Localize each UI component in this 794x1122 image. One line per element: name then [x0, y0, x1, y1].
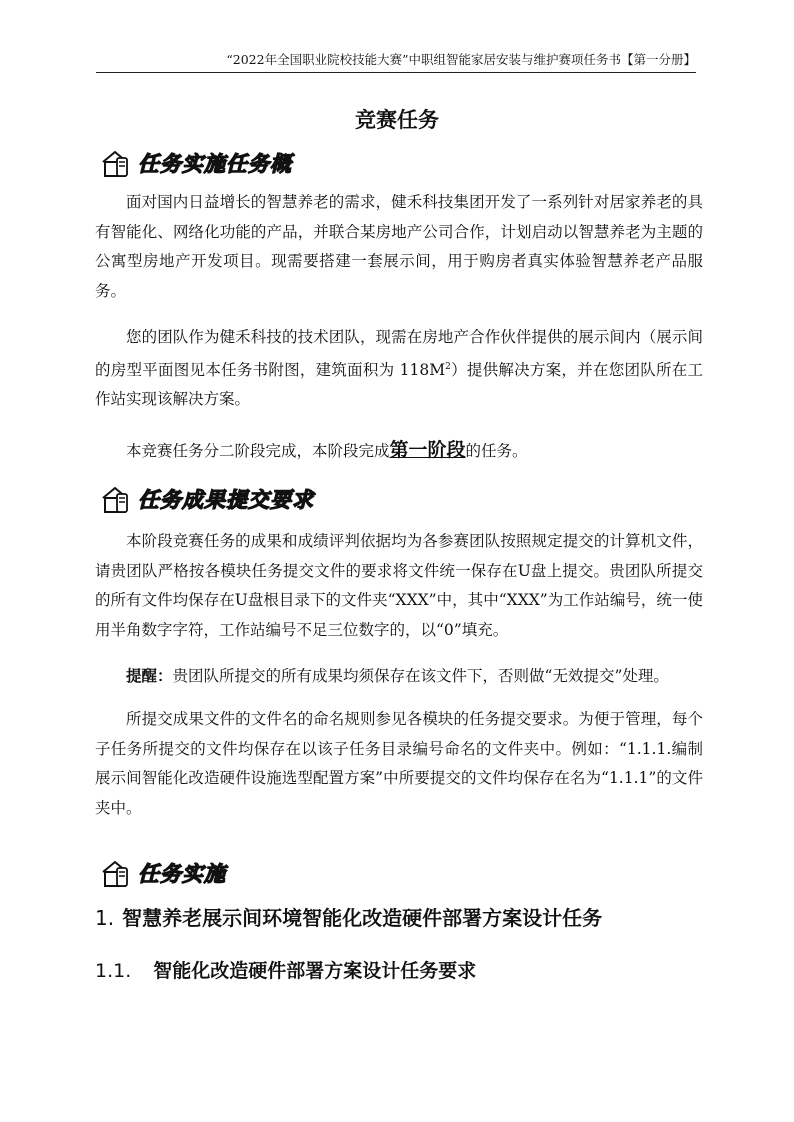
section-label: 任务实施 — [138, 862, 226, 886]
paragraph-submission-rules: 本阶段竞赛任务的成果和成绩评判依据均为各参赛团队按照规定提交的计算机文件，请贵团队严格按各模块任务提交文件的要求将文件统一保存在U盘上提交。贵团队所提交的所有文件均保存在U盘根目录下的文件夹“XXX”中，其中“XXX”为工作站编号，统一使用半角数字字符，工作站编号不足三位数字的，以“0”填充。 — [95, 532, 703, 639]
paragraph-background: 面对国内日益增长的智慧养老的需求，健禾科技集团开发了一系列针对居家养老的具有智能化、网络化功能的产品，并联合某房地产公司合作，计划启动以智慧养老为主题的公寓型房地产开发项目。现需要搭建一套展示间，用于购房者真实体验智慧养老产品服务。 — [95, 193, 703, 300]
heading-level-2: 1.1. 智能化改造硬件部署方案设计任务要求 — [95, 960, 477, 982]
house-icon — [100, 484, 134, 514]
section-label: 任务实施任务概 — [138, 152, 292, 176]
house-icon — [100, 858, 134, 888]
heading-level-1: 1. 智慧养老展示间环境智能化改造硬件部署方案设计任务 — [95, 906, 603, 930]
paragraph-naming-rules: 所提交成果文件的文件名的命名规则参见各模块的任务提交要求。为便于管理，每个子任务所提交的文件均保存在以该子任务目录编号命名的文件夹中。例如：“1.1.1.编制展示间智能化改造硬件设施选型配置方案”中所要提交的文件均保存在名为“1.1.1”的文件夹中。 — [95, 710, 703, 817]
section-label: 任务成果提交要求 — [138, 488, 314, 512]
stage-emphasis: 第一阶段 — [389, 439, 466, 461]
page-title: 竞赛任务 — [355, 107, 439, 132]
page-header: “2022年全国职业院校技能大赛”中职组智能家居安装与维护赛项任务书【第一分册】 — [96, 52, 696, 73]
paragraph-reminder: 提醒：贵团队所提交的所有成果均须保存在该文件下，否则做“无效提交”处理。 — [126, 666, 669, 685]
section-heading-overview — [100, 148, 292, 178]
section-heading-submission — [100, 484, 314, 514]
section-heading-implementation — [100, 858, 226, 888]
paragraph-stage: 本竞赛任务分二阶段完成，本阶段完成第一阶段的任务。 — [126, 439, 528, 461]
paragraph-team-role: 您的团队作为健禾科技的技术团队，现需在房地产合作伙伴提供的展示间内（展示间的房型平面图见本任务书附图，建筑面积为 $118M^2$）提供解决方案，并在您团队所在工作站实现该解决方案。 — [95, 328, 703, 409]
house-icon — [100, 148, 134, 178]
